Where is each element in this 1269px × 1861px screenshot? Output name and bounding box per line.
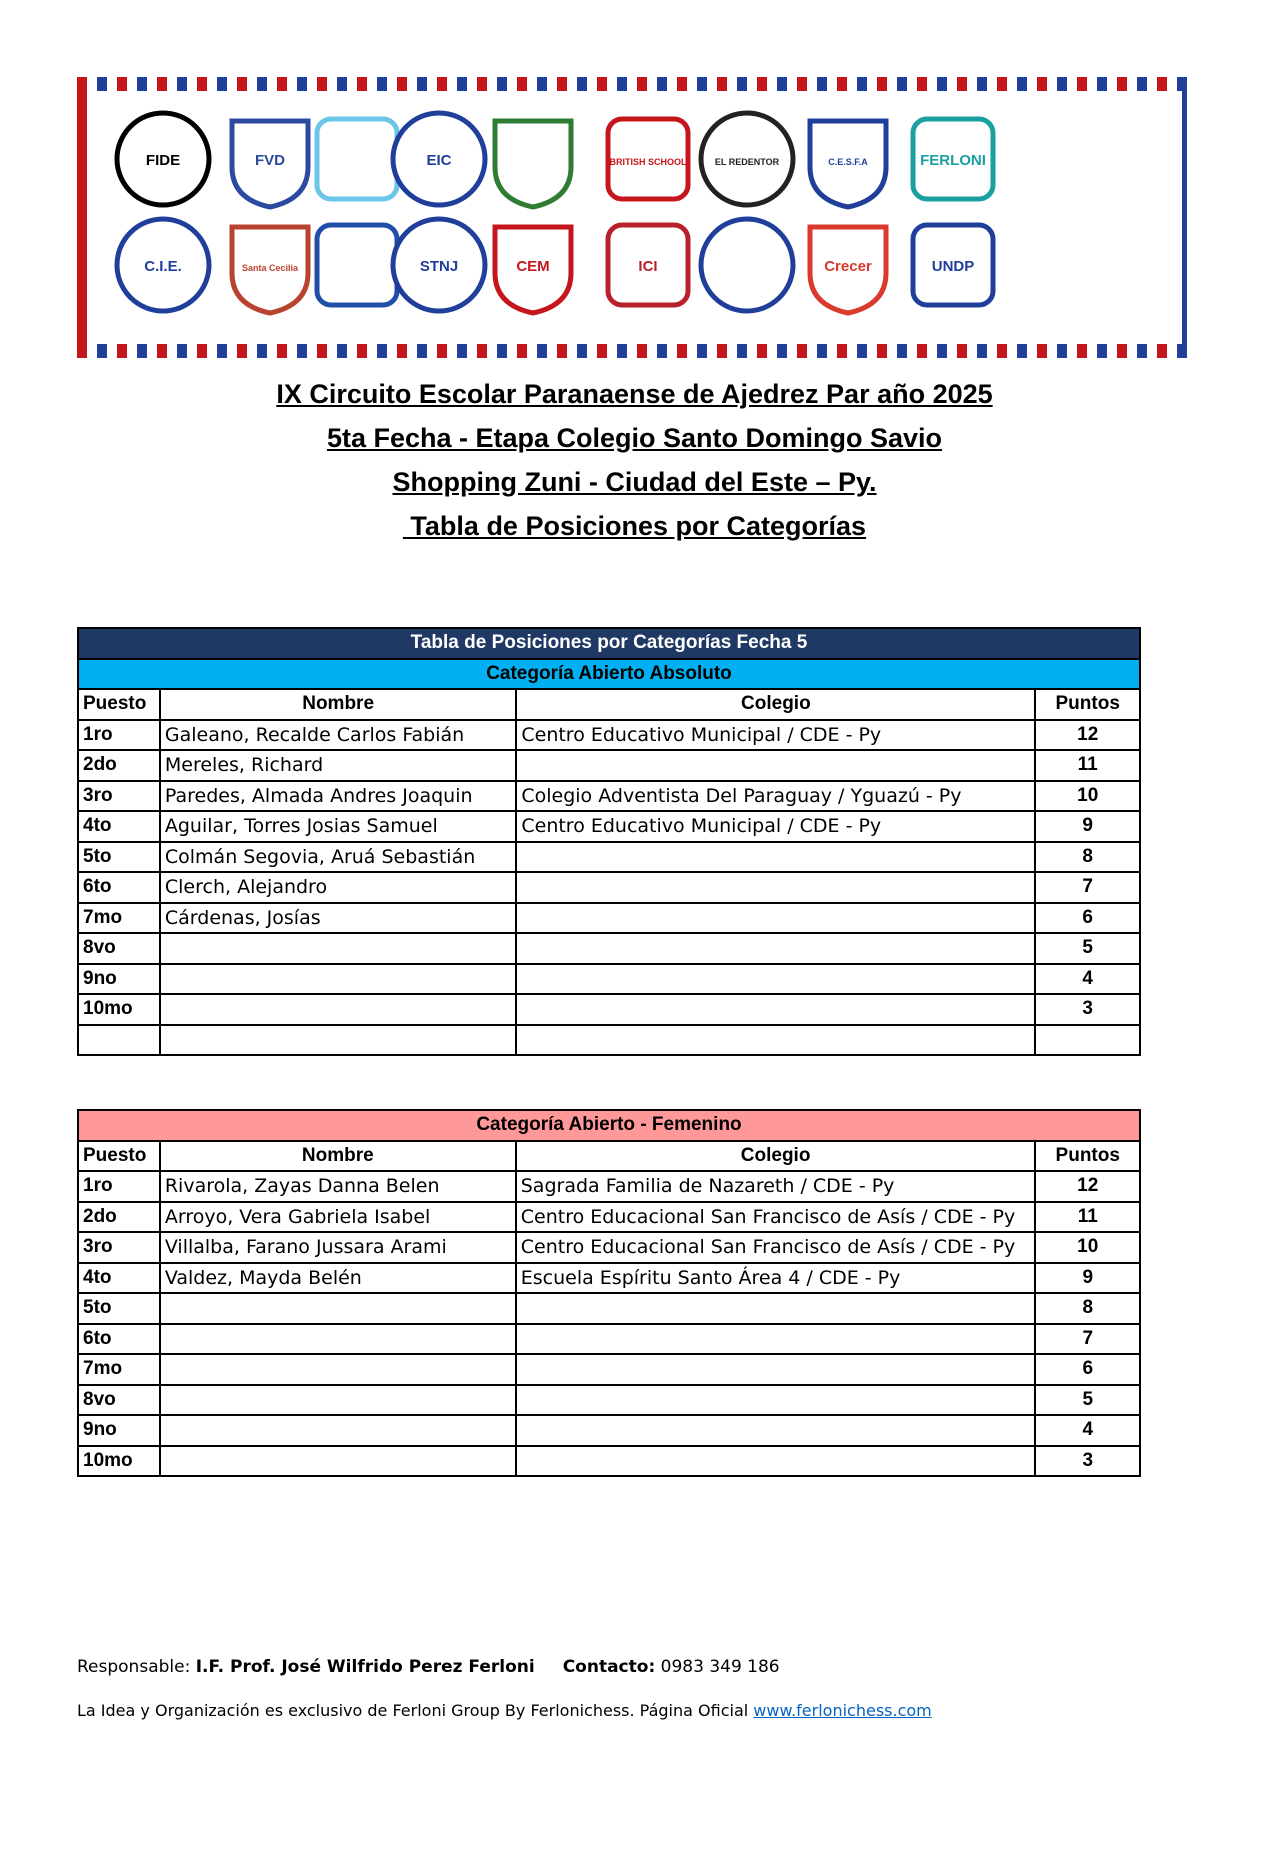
table-row xyxy=(78,994,1140,1025)
table-row xyxy=(78,1354,1140,1385)
cell-colegio xyxy=(516,1415,1036,1446)
cell-puntos: 8 xyxy=(1035,1293,1140,1324)
table-row xyxy=(78,964,1140,995)
cell-puesto: 1ro xyxy=(78,720,160,751)
category-title: Categoría Abierto Absoluto xyxy=(78,659,1140,690)
responsable-name: I.F. Prof. José Wilfrido Perez Ferloni xyxy=(195,1657,535,1677)
cell-colegio xyxy=(516,994,1035,1025)
standings-table-femenino xyxy=(77,1109,1141,1477)
cell-nombre: Cárdenas, Josías xyxy=(160,903,516,934)
ici-logo xyxy=(596,213,700,317)
cell-puntos: 4 xyxy=(1035,1415,1140,1446)
cell-puntos: 11 xyxy=(1035,750,1140,781)
cell-puesto: 2do xyxy=(78,1202,160,1233)
standings-table-absoluto xyxy=(77,627,1141,1056)
cell-nombre: Mereles, Richard xyxy=(160,750,516,781)
table-title: Tabla de Posiciones por Categorías Fecha 5 xyxy=(78,628,1140,659)
column-header-colegio: Colegio xyxy=(516,1141,1036,1172)
cell-puntos: 4 xyxy=(1035,964,1140,995)
table-row xyxy=(78,1263,1140,1294)
cell-puntos: 10 xyxy=(1035,1232,1140,1263)
cell-puntos: 10 xyxy=(1035,781,1140,812)
responsable-label: Responsable: xyxy=(77,1657,196,1677)
cell-puesto: 9no xyxy=(78,964,160,995)
cell-puntos: 12 xyxy=(1035,1171,1140,1202)
cell-colegio xyxy=(516,1446,1036,1477)
cell-nombre xyxy=(160,1415,516,1446)
cell-puesto: 3ro xyxy=(78,781,160,812)
cell-puesto: 6to xyxy=(78,1324,160,1355)
cell-puesto: 4to xyxy=(78,811,160,842)
cell-puesto: 1ro xyxy=(78,1171,160,1202)
svg-text:EL REDENTOR: EL REDENTOR xyxy=(714,157,780,167)
cesfa-logo xyxy=(796,107,900,211)
cell-puesto xyxy=(78,1025,160,1056)
british-school-logo xyxy=(596,107,700,211)
svg-text:Crecer: Crecer xyxy=(824,258,872,275)
column-header-puntos: Puntos xyxy=(1035,1141,1140,1172)
contacto-label: Contacto: xyxy=(562,1657,656,1677)
cell-nombre: Valdez, Mayda Belén xyxy=(160,1263,516,1294)
cell-nombre xyxy=(160,1293,516,1324)
cell-colegio xyxy=(516,903,1035,934)
svg-text:FIDE: FIDE xyxy=(145,152,181,169)
cell-puntos: 8 xyxy=(1035,842,1140,873)
table-row xyxy=(78,842,1140,873)
el-redentor-logo xyxy=(695,107,799,211)
cell-nombre: Rivarola, Zayas Danna Belen xyxy=(160,1171,516,1202)
svg-text:FVD: FVD xyxy=(255,152,285,169)
cell-nombre xyxy=(160,1446,516,1477)
cem-logo xyxy=(481,213,585,317)
cell-puesto: 9no xyxy=(78,1415,160,1446)
cell-colegio: Escuela Espíritu Santo Área 4 / CDE - Py xyxy=(516,1263,1036,1294)
column-header-nombre: Nombre xyxy=(160,689,516,720)
cell-puesto: 7mo xyxy=(78,1354,160,1385)
heading-circuit-title: IX Circuito Escolar Paranaense de Ajedrez Par año 2025 xyxy=(276,379,993,409)
cell-puntos: 6 xyxy=(1035,903,1140,934)
table-row xyxy=(78,872,1140,903)
cell-colegio xyxy=(516,872,1035,903)
cell-colegio xyxy=(516,1293,1036,1324)
cell-puesto: 4to xyxy=(78,1263,160,1294)
logo-banner xyxy=(77,77,1196,358)
heading-venue: Shopping Zuni - Ciudad del Este – Py. xyxy=(392,467,877,497)
cell-colegio: Sagrada Familia de Nazareth / CDE - Py xyxy=(516,1171,1036,1202)
cell-puesto: 7mo xyxy=(78,903,160,934)
table-row xyxy=(78,781,1140,812)
table-row xyxy=(78,720,1140,751)
official-site-link[interactable]: www.ferlonichess.com xyxy=(753,1701,932,1720)
table-row xyxy=(78,1171,1140,1202)
cell-colegio: Centro Educacional San Francisco de Asís / CDE - Py xyxy=(516,1202,1036,1233)
table-row xyxy=(78,1025,1140,1056)
column-header-nombre: Nombre xyxy=(160,1141,516,1172)
svg-text:EIC: EIC xyxy=(426,152,452,169)
table-row xyxy=(78,1202,1140,1233)
footer-note xyxy=(77,1701,932,1720)
cell-nombre: Clerch, Alejandro xyxy=(160,872,516,903)
cell-colegio xyxy=(516,1354,1036,1385)
cell-puntos: 3 xyxy=(1035,994,1140,1025)
logo-banner-inner xyxy=(91,91,1182,344)
ferlonichess-logo xyxy=(481,107,585,211)
cell-puntos xyxy=(1035,1025,1140,1056)
svg-text:FERLONI: FERLONI xyxy=(920,152,986,169)
cell-colegio xyxy=(516,842,1035,873)
heading-fecha: 5ta Fecha - Etapa Colegio Santo Domingo Savio xyxy=(326,423,943,453)
cell-colegio: Centro Educacional San Francisco de Asís / CDE - Py xyxy=(516,1232,1036,1263)
cell-colegio xyxy=(516,1324,1036,1355)
cell-colegio xyxy=(516,933,1035,964)
cell-puntos: 12 xyxy=(1035,720,1140,751)
column-header-puesto: Puesto xyxy=(78,1141,160,1172)
cell-puesto: 5to xyxy=(78,1293,160,1324)
cell-nombre xyxy=(160,1324,516,1355)
table-row xyxy=(78,933,1140,964)
cell-colegio xyxy=(516,1385,1036,1416)
table-row xyxy=(78,750,1140,781)
cell-colegio xyxy=(516,750,1035,781)
category-title: Categoría Abierto - Femenino xyxy=(78,1110,1140,1141)
table-row xyxy=(78,1385,1140,1416)
cell-puntos: 6 xyxy=(1035,1354,1140,1385)
santa-rita-logo xyxy=(695,213,799,317)
cell-nombre: Villalba, Farano Jussara Arami xyxy=(160,1232,516,1263)
cell-puntos: 5 xyxy=(1035,933,1140,964)
cell-puntos: 7 xyxy=(1035,1324,1140,1355)
svg-text:C.E.S.F.A: C.E.S.F.A xyxy=(828,157,868,167)
cell-puesto: 10mo xyxy=(78,1446,160,1477)
table-row xyxy=(78,1232,1140,1263)
svg-text:STNJ: STNJ xyxy=(419,258,459,275)
column-header-puntos: Puntos xyxy=(1035,689,1140,720)
cell-nombre: Paredes, Almada Andres Joaquin xyxy=(160,781,516,812)
column-header-colegio: Colegio xyxy=(516,689,1035,720)
column-header-puesto: Puesto xyxy=(78,689,160,720)
ferloni-group-logo xyxy=(901,107,1005,211)
cell-puesto: 6to xyxy=(78,872,160,903)
table-row xyxy=(78,1324,1140,1355)
table-row xyxy=(78,1293,1140,1324)
eic-logo xyxy=(387,107,491,211)
cell-colegio: Centro Educativo Municipal / CDE - Py xyxy=(516,811,1035,842)
cell-nombre xyxy=(160,1354,516,1385)
cell-colegio xyxy=(516,1025,1035,1056)
document-headings xyxy=(0,372,1269,548)
svg-text:C.I.E.: C.I.E. xyxy=(144,258,182,275)
cell-puntos: 9 xyxy=(1035,1263,1140,1294)
cell-colegio: Centro Educativo Municipal / CDE - Py xyxy=(516,720,1035,751)
cell-nombre xyxy=(160,1385,516,1416)
cell-colegio xyxy=(516,964,1035,995)
cell-puesto: 2do xyxy=(78,750,160,781)
footer-responsable xyxy=(77,1657,780,1677)
cell-nombre xyxy=(160,1025,516,1056)
cell-puesto: 5to xyxy=(78,842,160,873)
fide-logo xyxy=(111,107,215,211)
svg-text:Santa Cecilia: Santa Cecilia xyxy=(241,263,299,273)
cell-nombre: Aguilar, Torres Josias Samuel xyxy=(160,811,516,842)
table-row xyxy=(78,1446,1140,1477)
cell-puesto: 3ro xyxy=(78,1232,160,1263)
table-row xyxy=(78,811,1140,842)
cell-puesto: 10mo xyxy=(78,994,160,1025)
cell-nombre: Arroyo, Vera Gabriela Isabel xyxy=(160,1202,516,1233)
cell-nombre xyxy=(160,964,516,995)
cell-puesto: 8vo xyxy=(78,1385,160,1416)
svg-text:CEM: CEM xyxy=(516,258,550,275)
cell-puesto: 8vo xyxy=(78,933,160,964)
stnj-logo xyxy=(387,213,491,317)
cell-puntos: 7 xyxy=(1035,872,1140,903)
cell-nombre: Galeano, Recalde Carlos Fabián xyxy=(160,720,516,751)
table-row xyxy=(78,903,1140,934)
undp-logo xyxy=(901,213,1005,317)
svg-text:ICI: ICI xyxy=(638,258,658,275)
cell-puntos: 5 xyxy=(1035,1385,1140,1416)
table-row xyxy=(78,1415,1140,1446)
cell-puntos: 9 xyxy=(1035,811,1140,842)
cell-puntos: 3 xyxy=(1035,1446,1140,1477)
cell-nombre xyxy=(160,994,516,1025)
contacto-value: 0983 349 186 xyxy=(655,1657,780,1677)
svg-text:UNDP: UNDP xyxy=(931,258,975,275)
cie-logo xyxy=(111,213,215,317)
cell-colegio: Colegio Adventista Del Paraguay / Yguazú - Py xyxy=(516,781,1035,812)
heading-table-title: Tabla de Posiciones por Categorías xyxy=(402,511,867,541)
crecer-logo xyxy=(796,213,900,317)
cell-nombre: Colmán Segovia, Aruá Sebastián xyxy=(160,842,516,873)
cell-nombre xyxy=(160,933,516,964)
cell-puntos: 11 xyxy=(1035,1202,1140,1233)
svg-text:BRITISH SCHOOL: BRITISH SCHOOL xyxy=(609,157,687,167)
footer-note-text: La Idea y Organización es exclusivo de Ferloni Group By Ferlonichess. Página Oficial xyxy=(77,1701,754,1720)
